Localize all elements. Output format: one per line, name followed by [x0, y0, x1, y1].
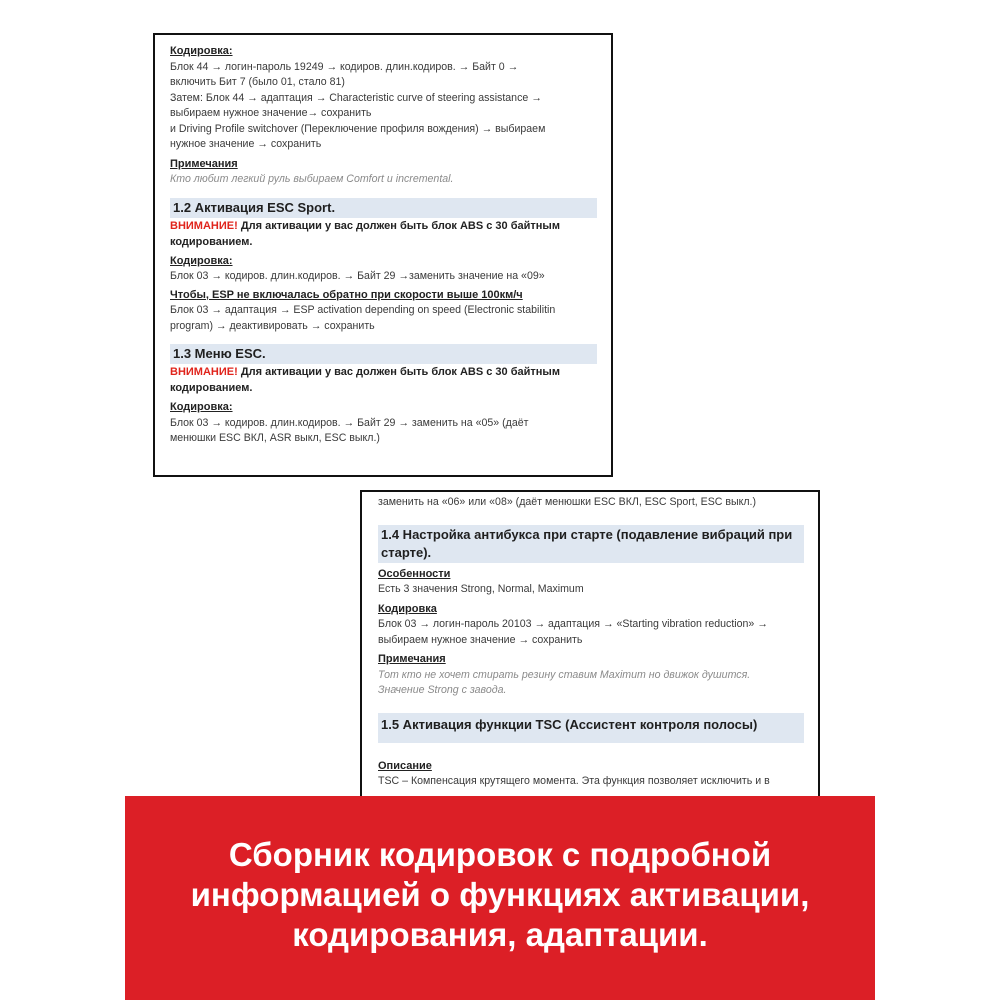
notes-heading: Примечания [170, 157, 238, 170]
coding-text [170, 416, 597, 447]
description-heading: Описание [378, 759, 432, 772]
banner-line: кодирования, адаптации. [292, 916, 708, 953]
coding-line: и Driving Profile switchover (Переключение профиля вождения) → выбираем [170, 122, 546, 135]
coding-line: Затем: Блок 44 → адаптация → Characteristic curve of steering assistance → [170, 91, 542, 104]
warning-block [170, 364, 597, 396]
coding-text [170, 60, 597, 153]
coding-line: нужное значение → сохранить [170, 138, 322, 150]
coding-line: Блок 44 → логин-пароль 19249 → кодиров. длин.кодиров. → Байт 0 → [170, 60, 519, 73]
notes-heading: Примечания [378, 653, 446, 665]
coding-heading: Кодировка: [170, 254, 233, 267]
banner-text [191, 835, 810, 955]
section-title-1-5: 1.5 Активация функции TSC (Ассистент контроля полосы) [378, 713, 804, 743]
warning-text: Для активации у вас должен быть блок ABS с 30 байтным кодированием. [170, 219, 560, 248]
document-page-2 [360, 490, 820, 800]
coding-line: включить Бит 7 (было 01, стало 81) [170, 76, 345, 88]
notes-text [378, 668, 804, 699]
coding-text: Блок 03 → кодиров. длин.кодиров. → Байт 29 →заменить значение на «09» [170, 270, 545, 282]
coding-line: выбираем нужное значение → сохранить [378, 633, 583, 646]
esp-heading: Чтобы, ESP не включалась обратно при скорости выше 100км/ч [170, 288, 523, 301]
warning-label: ВНИМАНИЕ! [170, 366, 238, 378]
warning-block [170, 218, 597, 250]
coding-line: Блок 03 → логин-пароль 20103 → адаптация → «Starting vibration reduction» → [378, 618, 768, 630]
coding-heading: Кодировка [378, 602, 437, 615]
esp-line: Блок 03 → адаптация → ESP activation depending on speed (Electronic stabilitin [170, 304, 556, 316]
continuation-text: заменить на «06» или «08» (даёт менюшки ESC ВКЛ, ESC Sport, ESC выкл.) [378, 496, 757, 508]
warning-text: Для активации у вас должен быть блок ABS с 30 байтным кодированием. [170, 366, 560, 394]
features-heading: Особенности [378, 567, 451, 580]
notes-line: Тот кто не хочет стирать резину ставим Maximum но движок душится. [378, 668, 751, 681]
banner-line: информацией о функциях активации, [190, 876, 810, 913]
section-title-1-4: 1.4 Настройка антибукса при старте (подавление вибраций при старте). [378, 525, 804, 563]
section-title-1-2: 1.2 Активация ESC Sport. [170, 198, 597, 218]
promo-banner [125, 796, 875, 1000]
coding-heading: Кодировка: [170, 45, 233, 57]
notes-line: Значение Strong с завода. [378, 684, 507, 696]
coding-line: менюшки ESC ВКЛ, ASR выкл, ESC выкл.) [170, 432, 380, 444]
notes-text: Кто любит легкий руль выбираем Comfort и incremental. [170, 173, 454, 185]
esp-text [170, 303, 597, 334]
warning-label: ВНИМАНИЕ! [170, 219, 238, 232]
section-title-1-3: 1.3 Меню ESC. [170, 344, 597, 364]
esp-line: program) → деактивировать → сохранить [170, 319, 375, 332]
description-text: TSC – Компенсация крутящего момента. Эта функция позволяет исключить и в [378, 775, 770, 787]
coding-line: выбираем нужное значение→ сохранить [170, 107, 372, 119]
features-text: Есть 3 значения Strong, Normal, Maximum [378, 583, 584, 595]
banner-line: Сборник кодировок с подробной [228, 836, 772, 873]
document-page-1 [153, 33, 613, 477]
coding-line: Блок 03 → кодиров. длин.кодиров. → Байт 29 → заменить на «05» (даёт [170, 416, 529, 429]
coding-text [378, 617, 804, 648]
coding-heading: Кодировка: [170, 401, 233, 413]
